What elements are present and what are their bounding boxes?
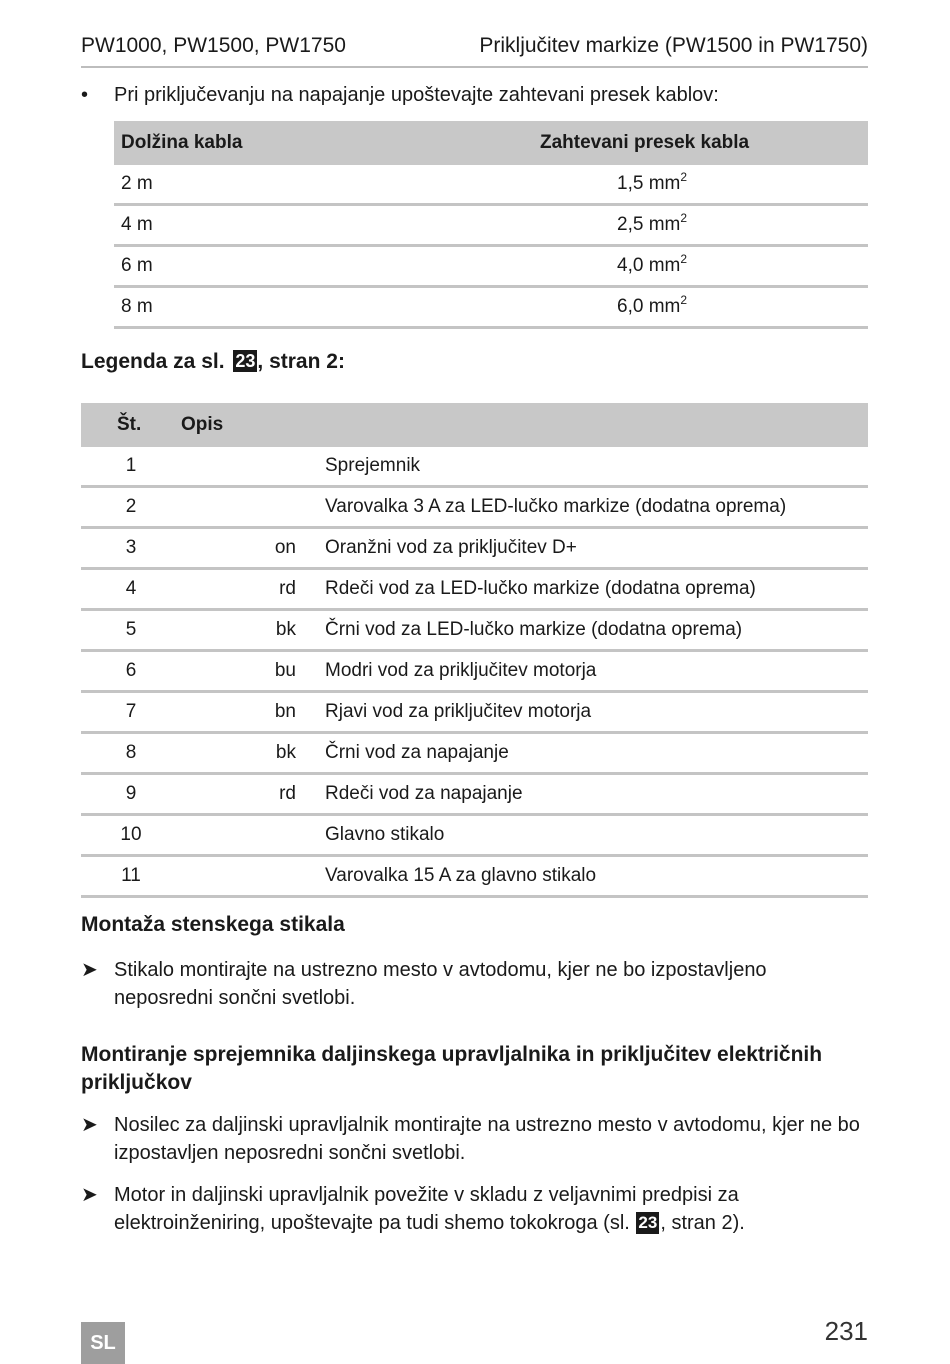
arrow-icon: ➤ [81, 1184, 98, 1206]
column-header-number: Št. [81, 403, 181, 447]
cable-section-value: 4,0 mm [617, 255, 681, 276]
legend-description: Rdeči vod za napajanje [325, 774, 868, 815]
superscript: 2 [680, 210, 688, 225]
legend-number: 11 [81, 856, 181, 897]
figure-badge: 23 [638, 1213, 658, 1232]
cable-section [521, 165, 868, 205]
section-heading-wall-switch: Montaža stenskega stikala [81, 913, 345, 936]
legend-table [81, 403, 868, 898]
superscript: 2 [680, 292, 688, 307]
legend-description: Glavno stikalo [325, 815, 868, 856]
legend-description: Modri vod za priključitev motorja [325, 651, 868, 692]
column-header-description: Opis [181, 403, 868, 447]
header-section-title: Priključitev markize (PW1500 in PW1750) [479, 34, 868, 57]
legend-number: 2 [81, 487, 181, 528]
table-row [81, 447, 868, 487]
cable-section [521, 287, 868, 328]
legend-heading [81, 350, 345, 374]
legend-description: Sprejemnik [325, 447, 868, 487]
legend-wire-code [181, 815, 325, 856]
cable-section-value: 6,0 mm [617, 296, 681, 317]
table-row [81, 569, 868, 610]
cable-table [114, 121, 868, 329]
cable-section [521, 205, 868, 246]
receiver-step-1-text: Nosilec za daljinski upravljalnik montirajte na ustrezno mesto v avtodomu, kjer ne bo izpostavljen neposredni sončni svetlobi. [114, 1114, 860, 1164]
legend-wire-code [181, 447, 325, 487]
cable-length: 2 m [114, 165, 521, 205]
legend-number: 5 [81, 610, 181, 651]
legend-wire-code: rd [181, 569, 325, 610]
table-row [81, 610, 868, 651]
receiver-step-2-after: , stran 2). [660, 1212, 745, 1234]
legend-description: Varovalka 3 A za LED-lučko markize (dodatna oprema) [325, 487, 868, 528]
wall-switch-step-text: Stikalo montirajte na ustrezno mesto v avtodomu, kjer ne bo izpostavljeno neposredni sončni svetlobi. [114, 959, 767, 1009]
table-row [81, 692, 868, 733]
figure-badge: 23 [235, 351, 256, 371]
legend-wire-code: bu [181, 651, 325, 692]
legend-number: 6 [81, 651, 181, 692]
bullet-icon: • [81, 84, 89, 106]
receiver-step-2-before: Motor in daljinski upravljalnik povežite v skladu z veljavnimi predpisi za elektroinženiring, upoštevajte pa tudi shemo tokokroga (sl. [114, 1184, 739, 1234]
cable-length: 6 m [114, 246, 521, 287]
arrow-icon: ➤ [81, 959, 98, 981]
table-row [114, 246, 868, 287]
legend-number: 4 [81, 569, 181, 610]
cable-table-header [114, 121, 868, 165]
cable-length: 8 m [114, 287, 521, 328]
legend-wire-code [181, 856, 325, 897]
legend-description: Črni vod za napajanje [325, 733, 868, 774]
table-row [81, 733, 868, 774]
legend-number: 7 [81, 692, 181, 733]
header-models: PW1000, PW1500, PW1750 [81, 34, 346, 57]
cable-section-value: 2,5 mm [617, 214, 681, 235]
legend-description: Črni vod za LED-lučko markize (dodatna oprema) [325, 610, 868, 651]
legend-heading-text: Legenda za sl. [81, 350, 225, 373]
legend-wire-code: bk [181, 610, 325, 651]
column-header-section: Zahtevani presek kabla [521, 121, 868, 165]
legend-wire-code: bk [181, 733, 325, 774]
legend-number: 9 [81, 774, 181, 815]
column-header-length: Dolžina kabla [114, 121, 521, 165]
legend-number: 10 [81, 815, 181, 856]
legend-table-header [81, 403, 868, 447]
legend-description: Varovalka 15 A za glavno stikalo [325, 856, 868, 897]
table-row [81, 528, 868, 569]
receiver-step-1 [81, 1111, 868, 1167]
superscript: 2 [680, 169, 688, 184]
language-badge: SL [81, 1322, 125, 1364]
section-heading-receiver: Montiranje sprejemnika daljinskega upravljalnika in priključitev električnih priključkov [81, 1043, 823, 1094]
page-header [81, 34, 868, 68]
wall-switch-step [81, 956, 868, 1012]
legend-description: Oranžni vod za priključitev D+ [325, 528, 868, 569]
table-row [81, 651, 868, 692]
legend-wire-code: bn [181, 692, 325, 733]
table-row [81, 487, 868, 528]
receiver-step-2 [81, 1181, 868, 1237]
table-row [114, 287, 868, 328]
legend-description: Rjavi vod za priključitev motorja [325, 692, 868, 733]
legend-number: 3 [81, 528, 181, 569]
intro-text: Pri priključevanju na napajanje upoštevajte zahtevani presek kablov: [114, 84, 719, 106]
receiver-step-2-text [114, 1181, 868, 1237]
legend-number: 8 [81, 733, 181, 774]
table-row [81, 774, 868, 815]
table-row [81, 815, 868, 856]
legend-description: Rdeči vod za LED-lučko markize (dodatna oprema) [325, 569, 868, 610]
table-row [114, 205, 868, 246]
cable-length: 4 m [114, 205, 521, 246]
cable-section-value: 1,5 mm [617, 173, 681, 194]
page-number: 231 [824, 1316, 868, 1346]
legend-number: 1 [81, 447, 181, 487]
legend-wire-code: rd [181, 774, 325, 815]
superscript: 2 [680, 251, 688, 266]
table-row [81, 856, 868, 897]
cable-section [521, 246, 868, 287]
arrow-icon: ➤ [81, 1114, 98, 1136]
legend-heading-suffix: , stran 2: [257, 350, 345, 373]
legend-wire-code: on [181, 528, 325, 569]
legend-wire-code [181, 487, 325, 528]
table-row [114, 165, 868, 205]
